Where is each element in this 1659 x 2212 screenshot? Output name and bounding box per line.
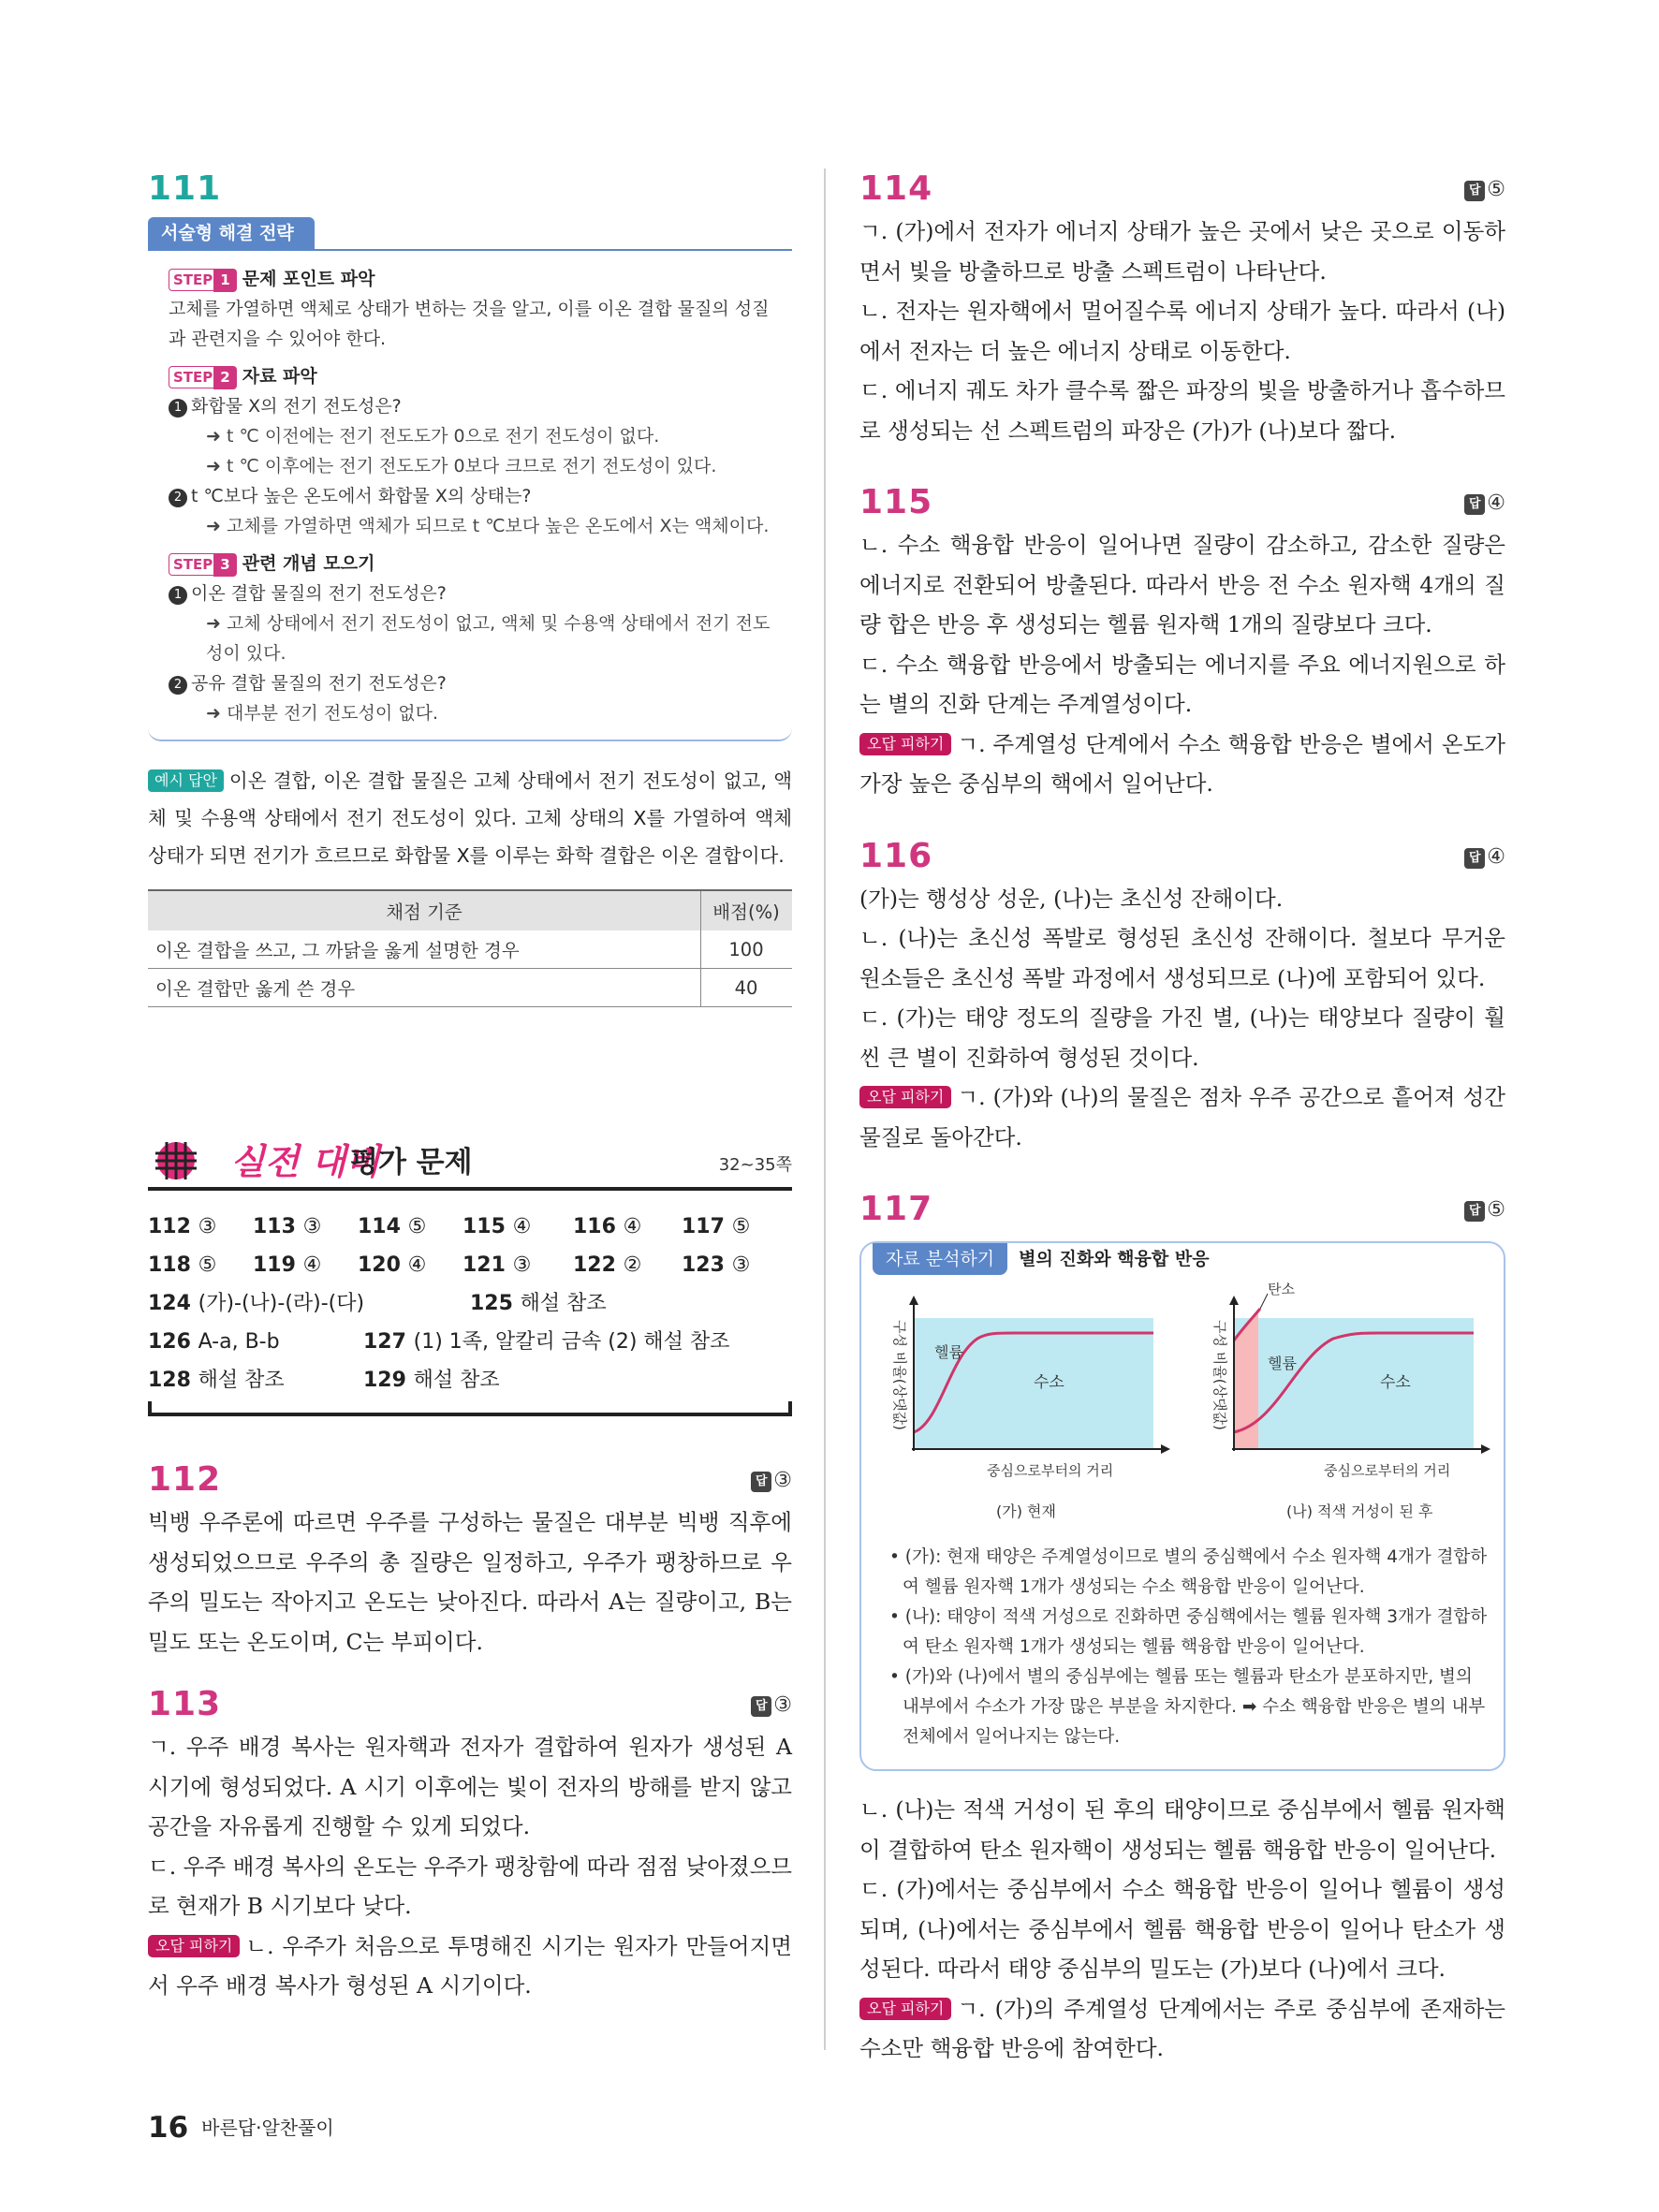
step2-title: 자료 파악 (242, 366, 317, 387)
paragraph: ㄷ. 수소 핵융합 반응에서 방출되는 에너지를 주요 에너지원으로 하는 별의 진화 단계는 주계열성이다. (859, 651, 1505, 717)
step2-q2-a1: ➜ 고체를 가열하면 액체가 되므로 t ℃보다 높은 온도에서 X는 액체이다. (206, 516, 770, 536)
answer-icon: 답 (1464, 494, 1485, 515)
answer-qnum: 122 (573, 1253, 616, 1277)
answer-value: A-a, B-b (198, 1330, 280, 1354)
wrong-answer-tag: 오답 피하기 (859, 733, 951, 755)
answer-qnum: 117 (682, 1215, 725, 1238)
graph-b (1211, 1282, 1490, 1520)
question-117 (859, 1189, 1505, 2069)
step-number: 2 (213, 366, 236, 389)
answer-value: ⑤ (1487, 178, 1505, 201)
circled-number: 1 (169, 399, 187, 417)
question-112 (148, 1459, 792, 1662)
answer-qnum: 115 (462, 1215, 506, 1238)
graph-a (891, 1296, 1170, 1520)
model-answer-text: 이온 결합, 이온 결합 물질은 고체 상태에서 전기 전도성이 없고, 액체 및 수용액 상태에서 전기 전도성이 있다. 고체 상태의 X를 가열하여 액체 상태가 되면 전기가 흐르므로 화합물 X를 이루는 화학 결합은 이온 결합이다. (148, 769, 792, 867)
answer-item (253, 1246, 321, 1284)
step3-title: 관련 개념 모으기 (242, 553, 375, 574)
paragraph-text: ㄱ. (가)의 주계열성 단계에서는 주로 중심부에 존재하는 수소만 핵융합 반응에 참여한다. (859, 1995, 1505, 2061)
answer-row (148, 1246, 792, 1284)
answer-qnum: 129 (363, 1369, 406, 1392)
answer-item (363, 1323, 729, 1361)
answer-value: 해설 참조 (520, 1292, 607, 1315)
answer-qnum: 118 (148, 1253, 191, 1277)
page-footer (148, 2111, 334, 2145)
graph-a-hydrogen-label: 수소 (1034, 1373, 1064, 1392)
circled-number: 2 (169, 676, 187, 695)
wrong-answer-tag: 오답 피하기 (859, 1086, 951, 1108)
column-divider (824, 168, 826, 2050)
answer-value: ⑤ (1487, 1198, 1505, 1222)
answer-badge (1464, 845, 1505, 869)
circled-number: 1 (169, 586, 187, 605)
question-body (148, 1727, 792, 2006)
answer-value: (가)-(나)-(라)-(다) (198, 1292, 365, 1315)
answer-value: ③ (773, 1469, 792, 1492)
circled-number: 2 (169, 489, 187, 507)
strategy-section (148, 217, 792, 741)
paragraph: ㄱ. 우주 배경 복사는 원자핵과 전자가 결합하여 원자가 생성된 A 시기에 형성되었다. A 시기 이후에는 빛이 전자의 방해를 받지 않고 공간을 자유롭게 진행할 수 있게 되었다. (148, 1734, 792, 1839)
graph-b-caption: (나) 적색 거성이 된 후 (1286, 1502, 1433, 1520)
paragraph: ㄴ. 수소 핵융합 반응이 일어나면 질량이 감소하고, 감소한 질량은 에너지로 전환되어 방출된다. 따라서 반응 전 수소 원자핵 4개의 질량 합은 반응 후 생성되는 헬륨 원자핵 1개의 질량보다 크다. (859, 532, 1505, 637)
step3-q1-text: 이온 결합 물질의 전기 전도성은? (191, 583, 447, 604)
question-header (859, 836, 1505, 879)
arrow-text: 고체를 가열하면 액체가 되므로 t ℃보다 높은 온도에서 X는 액체이다. (226, 516, 770, 536)
step2-q1-a2: ➜ t ℃ 이후에는 전기 전도도가 0보다 크므로 전기 전도성이 있다. (206, 456, 717, 476)
table-row (148, 969, 792, 1007)
question-body (148, 1502, 792, 1662)
bullet-item: • (가): 현재 태양은 주계열성이므로 별의 중심핵에서 수소 원자핵 4개가 결합하여 헬륨 원자핵 1개가 생성되는 수소 핵융합 반응이 일어난다. (889, 1547, 1488, 1597)
question-116 (859, 836, 1505, 1158)
step-label: STEP (169, 269, 217, 291)
answer-icon: 답 (1464, 848, 1485, 869)
question-header (148, 1684, 792, 1727)
question-113 (148, 1684, 792, 2006)
answer-icon: 답 (751, 1696, 771, 1717)
graph-a-xlabel: 중심으로부터의 거리 (987, 1462, 1114, 1479)
question-body (859, 1790, 1505, 2069)
answer-value: ③ (198, 1215, 217, 1238)
answer-row (148, 1284, 792, 1323)
scoring-table (148, 889, 792, 1007)
step2-q1-a1: ➜ t ℃ 이전에는 전기 전도도가 0으로 전기 전도성이 없다. (206, 426, 660, 447)
answer-value: 해설 참조 (413, 1369, 500, 1392)
practice-logo-icon (148, 1135, 204, 1181)
step2-heading (169, 361, 783, 391)
answer-icon: 답 (1464, 181, 1485, 201)
answer-item (573, 1246, 641, 1284)
data-analysis-title: 별의 진화와 핵융합 반응 (1019, 1249, 1210, 1269)
answer-value: ④ (512, 1215, 532, 1238)
table-cell: 이온 결합을 쓰고, 그 까닭을 옳게 설명한 경우 (148, 930, 701, 969)
question-header (148, 1459, 792, 1502)
answer-item (148, 1208, 216, 1246)
step2-q2-text: t ℃보다 높은 온도에서 화합물 X의 상태는? (191, 486, 532, 506)
paragraph: ㄷ. (가)에서는 중심부에서 수소 핵융합 반응이 일어나 헬륨이 생성되며, (나)에서는 중심부에서 헬륨 핵융합 반응이 일어나 탄소가 생성된다. 따라서 태양 중심부의 밀도는 (가)보다 (나)에서 크다. (859, 1876, 1505, 1982)
answer-row (148, 1361, 792, 1399)
answer-qnum: 119 (253, 1253, 296, 1277)
answer-item (148, 1361, 285, 1399)
question-number: 112 (148, 1460, 222, 1499)
y-arrow-icon (909, 1296, 918, 1305)
step2-q2 (169, 481, 783, 511)
step3-q2-a1: ➜ 대부분 전기 전도성이 없다. (206, 703, 439, 724)
answer-item (148, 1323, 280, 1361)
graph-b-xlabel: 중심으로부터의 거리 (1324, 1462, 1451, 1479)
step2-q1 (169, 391, 783, 421)
bullet-item: • (가)와 (나)에서 별의 중심부에는 헬륨 또는 헬륨과 탄소가 분포하지만, 별의 내부에서 수소가 가장 많은 부분을 차지한다. ➡ 수소 핵융합 반응은 별의 내부 전체에서 일어나지는 않는다. (889, 1667, 1486, 1747)
step-number: 3 (213, 553, 236, 577)
paragraph (148, 1926, 792, 2006)
answer-qnum: 126 (148, 1330, 191, 1354)
answer-qnum: 125 (470, 1292, 513, 1315)
data-analysis-box (859, 1241, 1505, 1771)
question-number: 115 (859, 483, 933, 521)
question-body (859, 212, 1505, 450)
answer-qnum: 113 (253, 1215, 296, 1238)
right-column (859, 168, 1505, 2069)
step3-heading (169, 549, 783, 579)
answer-value: ④ (407, 1253, 427, 1277)
answer-qnum: 124 (148, 1292, 191, 1315)
model-answer-label: 예시 답안 (148, 769, 224, 792)
answer-value: ④ (623, 1215, 642, 1238)
table-cell: 이온 결합만 옳게 쓴 경우 (148, 969, 701, 1007)
x-arrow-icon (1481, 1444, 1490, 1454)
answer-qnum: 112 (148, 1215, 191, 1238)
answer-value: ③ (302, 1215, 322, 1238)
answer-value: (1) 1족, 알칼리 금속 (2) 해설 참조 (413, 1330, 730, 1354)
hydrogen-region (1234, 1318, 1474, 1449)
composition-graphs-svg (874, 1282, 1492, 1535)
practice-title-2: 평가 문제 (350, 1146, 473, 1179)
table-header: 배점(%) (701, 890, 793, 930)
bullet-text: (나): 태양이 적색 거성으로 진화하면 중심핵에서는 헬륨 원자핵 3개가 결합하여 탄소 원자핵 1개가 생성되는 헬륨 핵융합 반응이 일어난다. (903, 1607, 1488, 1657)
question-number: 113 (148, 1685, 222, 1723)
answer-qnum: 114 (358, 1215, 401, 1238)
answer-value: ③ (731, 1253, 751, 1277)
answer-value: ③ (773, 1693, 792, 1717)
practice-header (148, 1131, 792, 1191)
question-115 (859, 482, 1505, 804)
question-114 (859, 168, 1505, 450)
paragraph: ㄱ. (가)에서 전자가 에너지 상태가 높은 곳에서 낮은 곳으로 이동하면서 빛을 방출하므로 방출 스펙트럼이 나타난다. (859, 218, 1505, 285)
answer-qnum: 121 (462, 1253, 506, 1277)
step1-heading (169, 264, 783, 294)
composition-graphs (874, 1282, 1490, 1535)
answer-item (682, 1208, 750, 1246)
wrong-answer-tag: 오답 피하기 (148, 1935, 240, 1957)
answer-row (148, 1208, 792, 1246)
answer-item (363, 1361, 500, 1399)
step1-title: 문제 포인트 파악 (242, 269, 375, 289)
answer-badge (751, 1469, 792, 1492)
paragraph: ㄷ. (가)는 태양 정도의 질량을 가진 별, (나)는 태양보다 질량이 훨씬 큰 별이 진화하여 형성된 것이다. (859, 1004, 1505, 1071)
bullet-item: • (나): 태양이 적색 거성으로 진화하면 중심핵에서는 헬륨 원자핵 3개가 결합하여 탄소 원자핵 1개가 생성되는 헬륨 핵융합 반응이 일어난다. (889, 1607, 1488, 1657)
answer-value: ④ (1487, 844, 1505, 869)
answer-badge (751, 1693, 792, 1717)
paragraph-text: ㄱ. 주계열성 단계에서 수소 핵융합 반응은 별에서 온도가 가장 높은 중심부의 핵에서 일어난다. (859, 730, 1505, 797)
answer-qnum: 128 (148, 1369, 191, 1392)
answer-value: 해설 참조 (198, 1369, 285, 1392)
left-column (148, 168, 792, 2006)
answer-item (358, 1208, 426, 1246)
paragraph: 빅뱅 우주론에 따르면 우주를 구성하는 물질은 대부분 빅뱅 직후에 생성되었으므로 우주의 총 질량은 일정하고, 우주가 팽창하므로 우주의 밀도는 작아지고 온도는 낮아진다. 따라서 A는 질량이고, B는 밀도 또는 온도이며, C는 부피이다. (148, 1509, 792, 1655)
practice-title-1: 실전 대비 (230, 1141, 381, 1182)
paragraph: (가)는 행성상 성운, (나)는 초신성 잔해이다. (859, 885, 1284, 912)
answer-value: ② (623, 1253, 642, 1277)
paragraph: ㄴ. (나)는 초신성 폭발로 형성된 초신성 잔해이다. 철보다 무거운 원소들은 초신성 폭발 과정에서 생성되므로 (나)에 포함되어 있다. (859, 925, 1505, 991)
question-body (859, 879, 1505, 1158)
paragraph (859, 1077, 1505, 1157)
answer-item (253, 1208, 321, 1246)
paragraph-text: ㄱ. (가)와 (나)의 물질은 점차 우주 공간으로 흩어져 성간 물질로 돌아간다. (859, 1084, 1505, 1150)
paragraph: ㄴ. (나)는 적색 거성이 된 후의 태양이므로 중심부에서 헬륨 원자핵이 결합하여 탄소 원자핵이 생성되는 헬륨 핵융합 반응이 일어난다. (859, 1796, 1505, 1863)
question-number: 117 (859, 1190, 933, 1228)
table-header: 채점 기준 (148, 890, 701, 930)
question-body (859, 525, 1505, 804)
table-header-row (148, 890, 792, 930)
answer-value: ④ (1487, 491, 1505, 515)
paragraph: ㄷ. 우주 배경 복사의 온도는 우주가 팽창함에 따라 점점 낮아졌으므로 현재가 B 시기보다 낮다. (148, 1853, 792, 1919)
paragraph: ㄴ. 전자는 원자핵에서 멀어질수록 에너지 상태가 높다. 따라서 (나)에서 전자는 더 높은 에너지 상태로 이동한다. (859, 298, 1505, 364)
answer-item (148, 1284, 364, 1323)
answer-qnum: 127 (363, 1330, 406, 1354)
step3-q2-text: 공유 결합 물질의 전기 전도성은? (191, 673, 447, 694)
question-number: 116 (859, 836, 933, 875)
bullet-text: (가): 현재 태양은 주계열성이므로 별의 중심핵에서 수소 원자핵 4개가 결합하여 헬륨 원자핵 1개가 생성되는 수소 핵융합 반응이 일어난다. (903, 1547, 1488, 1597)
question-header (859, 1189, 1505, 1232)
table-row (148, 930, 792, 969)
book-title: 바른답·알찬풀이 (201, 2117, 334, 2139)
answer-icon: 답 (1464, 1201, 1485, 1222)
question-header (859, 482, 1505, 525)
arrow-text: 고체 상태에서 전기 전도성이 없고, 액체 및 수용액 상태에서 전기 전도성이 있다. (206, 613, 771, 664)
arrow-text: 대부분 전기 전도성이 없다. (226, 703, 439, 724)
graph-a-caption: (가) 현재 (996, 1502, 1056, 1520)
question-header (859, 168, 1505, 212)
step-label: STEP (169, 553, 217, 576)
question-number-111: 111 (148, 169, 222, 208)
answer-value: ④ (302, 1253, 322, 1277)
paragraph-text: ㄴ. 우주가 처음으로 투명해진 시기는 원자가 만들어지면서 우주 배경 복사가 형성된 A 시기이다. (148, 1932, 792, 1999)
answer-item (682, 1246, 750, 1284)
table-cell: 40 (701, 969, 793, 1007)
answer-value: ③ (512, 1253, 532, 1277)
answer-item (462, 1208, 531, 1246)
step-label: STEP (169, 366, 217, 388)
answer-value: ⑤ (731, 1215, 751, 1238)
answer-badge (1464, 178, 1505, 201)
y-arrow-icon (1229, 1296, 1239, 1305)
wrong-answer-tag: 오답 피하기 (859, 1998, 951, 2020)
arrow-text: t ℃ 이후에는 전기 전도도가 0보다 크므로 전기 전도성이 있다. (226, 456, 717, 476)
answer-row (148, 1323, 792, 1361)
answer-item (462, 1246, 531, 1284)
step3-q1 (169, 579, 783, 608)
answer-value: ⑤ (198, 1253, 217, 1277)
data-analysis-tab: 자료 분석하기 (873, 1243, 1007, 1275)
answer-key (148, 1191, 792, 1416)
answer-item (148, 1246, 216, 1284)
answer-item (470, 1284, 607, 1323)
graph-a-helium-label: 헬륨 (934, 1343, 963, 1361)
step1-text: 고체를 가열하면 액체로 상태가 변하는 것을 알고, 이를 이온 결합 물질의 성질과 관련지을 수 있어야 한다. (169, 299, 770, 349)
page-number: 16 (148, 2111, 189, 2145)
step3-q2 (169, 668, 783, 698)
answer-qnum: 116 (573, 1215, 616, 1238)
table-cell: 100 (701, 930, 793, 969)
carbon-pointer (1260, 1294, 1268, 1309)
answer-item (358, 1246, 426, 1284)
paragraph (859, 725, 1505, 804)
answer-badge (1464, 1198, 1505, 1222)
step-number: 1 (213, 269, 236, 292)
practice-pages: 32~35쪽 (718, 1155, 792, 1175)
strategy-box (148, 249, 792, 741)
answer-badge (1464, 491, 1505, 515)
question-number: 114 (859, 169, 933, 208)
paragraph (859, 1989, 1505, 2069)
graph-b-ylabel: 구성 비율(상댓값) (1211, 1320, 1228, 1430)
graph-b-helium-label: 헬륨 (1268, 1355, 1297, 1372)
strategy-tab: 서술형 해결 전략 (148, 217, 315, 249)
answer-qnum: 120 (358, 1253, 401, 1277)
arrow-text: t ℃ 이전에는 전기 전도도가 0으로 전기 전도성이 없다. (226, 426, 660, 447)
graph-a-ylabel: 구성 비율(상댓값) (891, 1320, 908, 1430)
answer-qnum: 123 (682, 1253, 725, 1277)
step3-q1-a1: ➜ 고체 상태에서 전기 전도성이 없고, 액체 및 수용액 상태에서 전기 전도성이 있다. (206, 613, 771, 664)
step2-q1-text: 화합물 X의 전기 전도성은? (191, 396, 402, 417)
answer-item (573, 1208, 641, 1246)
answer-value: ⑤ (407, 1215, 427, 1238)
model-answer (148, 762, 792, 874)
graph-b-carbon-label: 탄소 (1268, 1282, 1295, 1297)
answer-icon: 답 (751, 1472, 771, 1492)
analysis-bullets (874, 1543, 1490, 1752)
x-arrow-icon (1161, 1444, 1170, 1454)
graph-b-hydrogen-label: 수소 (1380, 1373, 1411, 1392)
bullet-text: (가)와 (나)에서 별의 중심부에는 헬륨 또는 헬륨과 탄소가 분포하지만, 별의 내부에서 수소가 가장 많은 부분을 차지한다. ➡ 수소 핵융합 반응은 별의 내부 전체에서 일어나지는 않는다. (903, 1667, 1486, 1747)
paragraph: ㄷ. 에너지 궤도 차가 클수록 짧은 파장의 빛을 방출하거나 흡수하므로 생성되는 선 스펙트럼의 파장은 (가)가 (나)보다 짧다. (859, 377, 1505, 444)
